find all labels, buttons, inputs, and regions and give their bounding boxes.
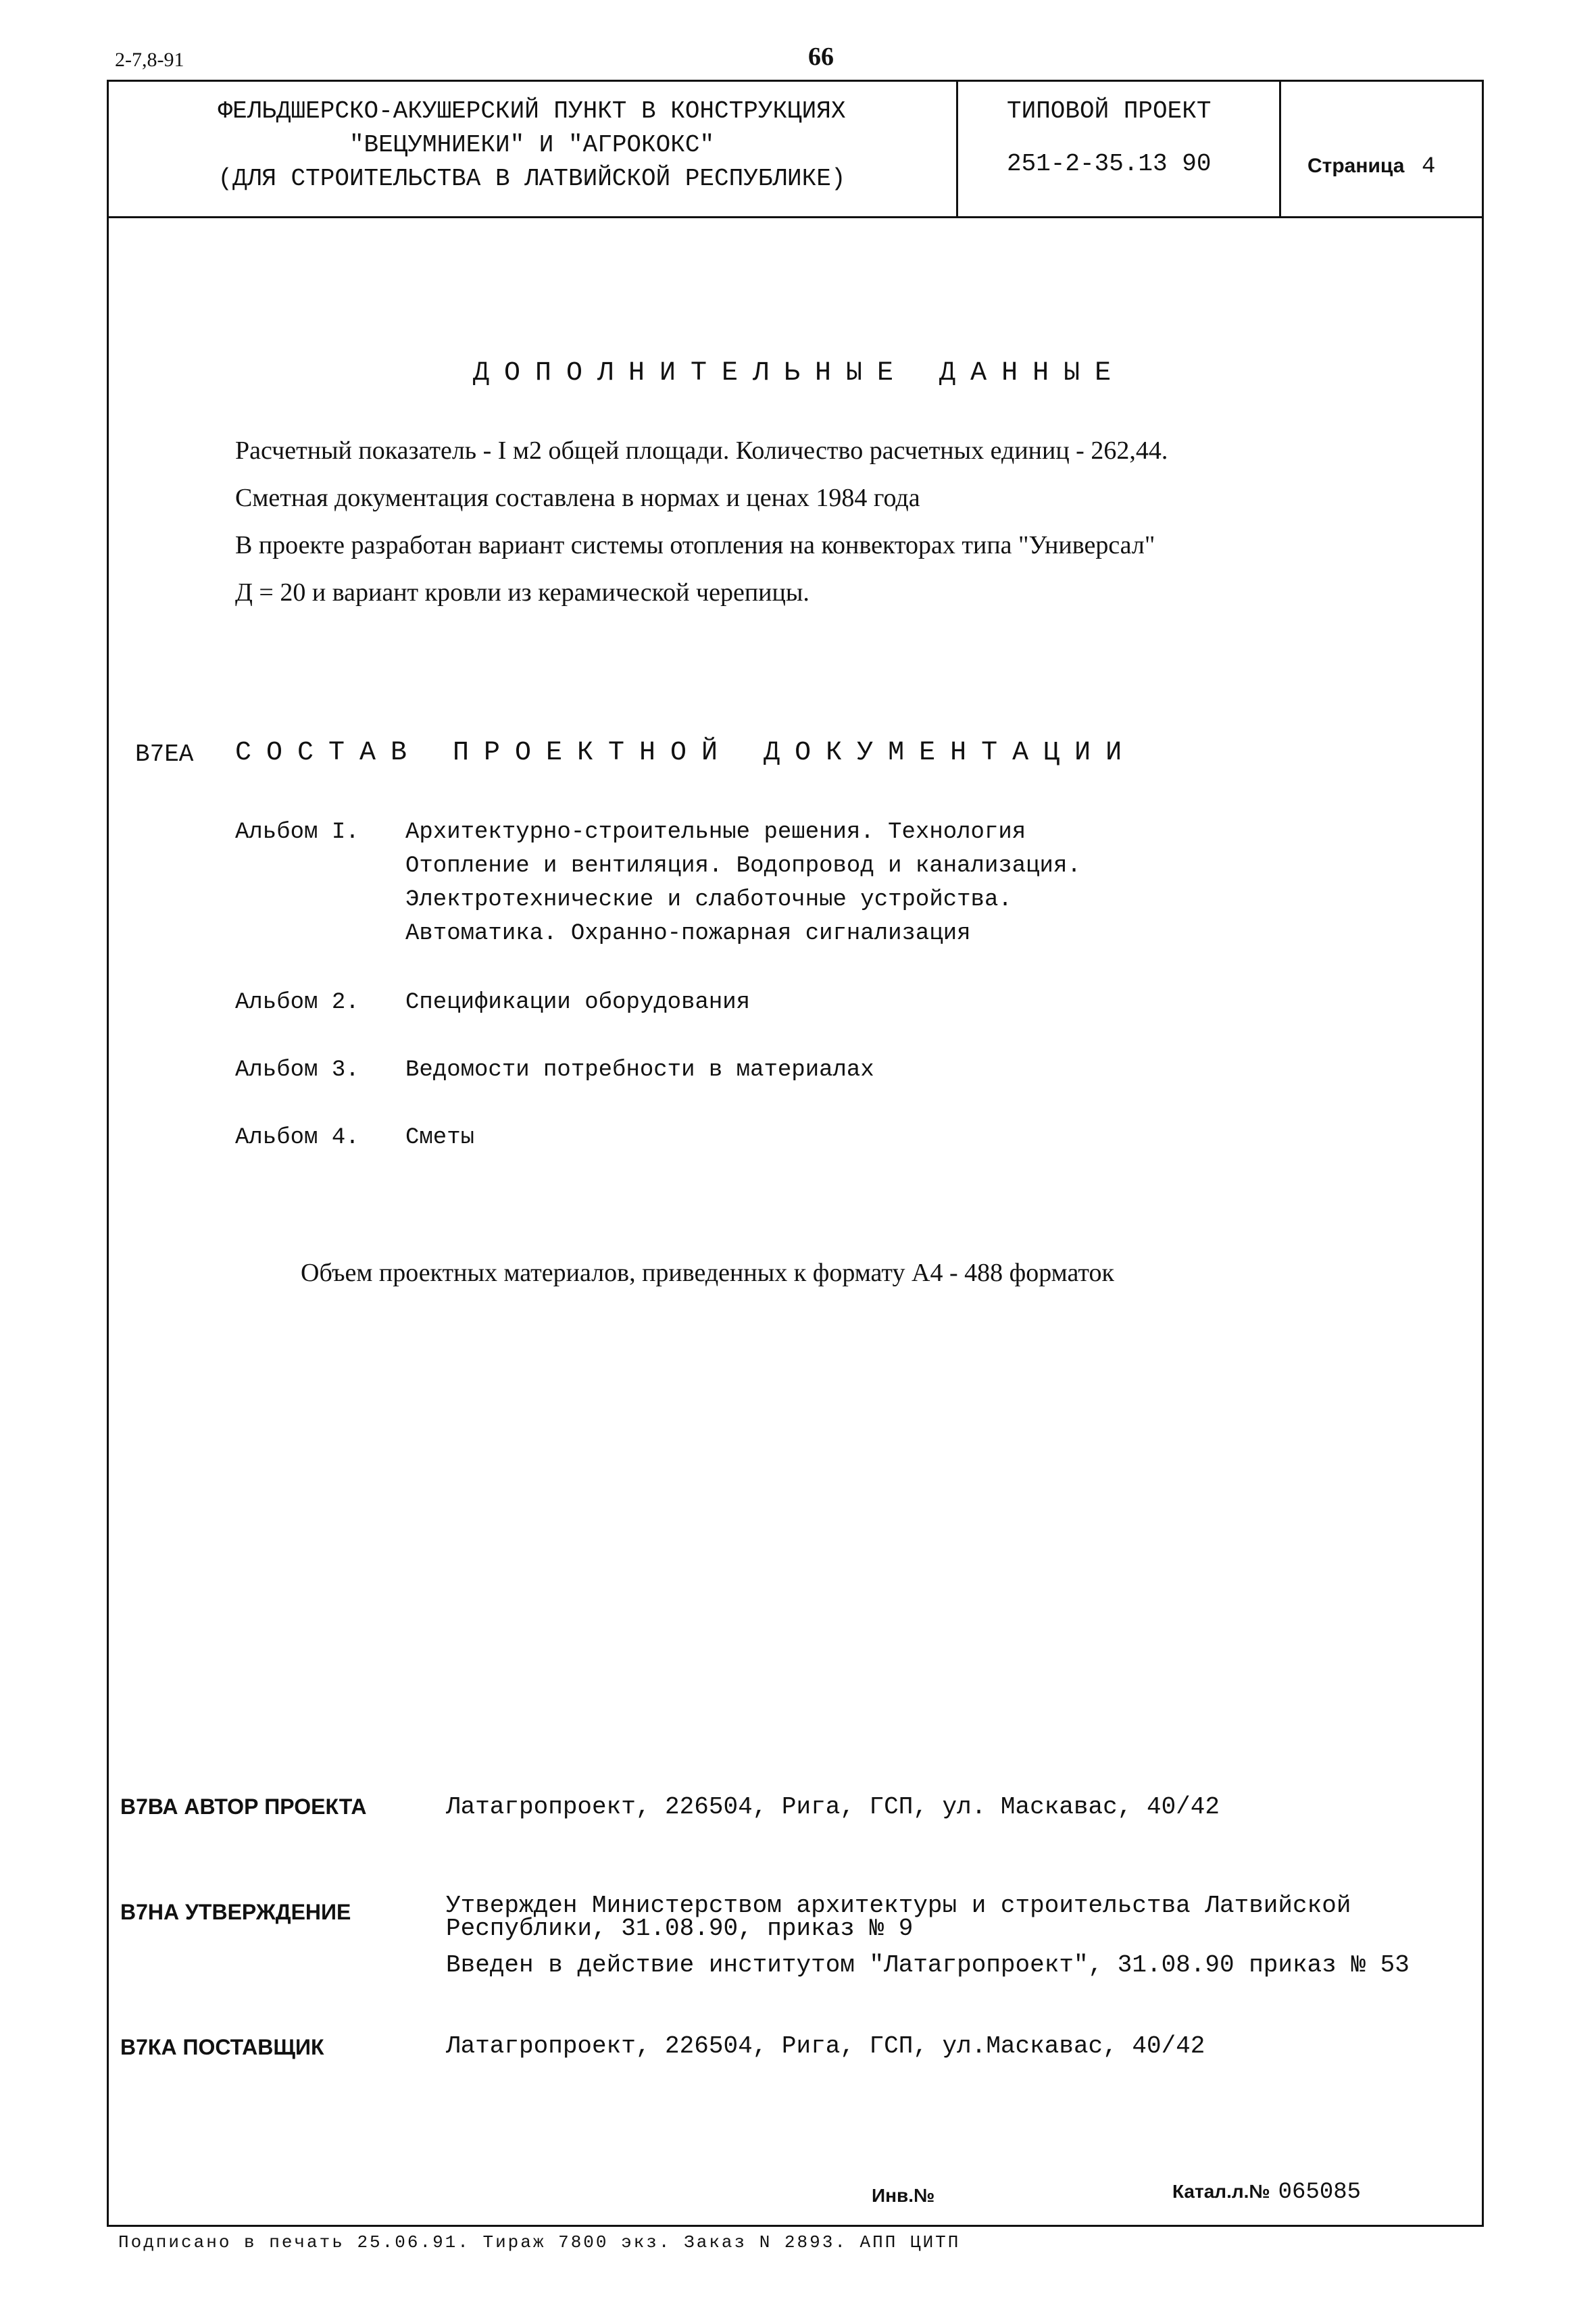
additional-line: Сметная документация составлена в нормах и ценах 1984 года: [235, 484, 920, 512]
album-label: Альбом 2.: [235, 990, 359, 1015]
album-line: Отопление и вентиляция. Водопровод и канализация.: [405, 853, 1081, 879]
corner-code: 2-7,8-91: [115, 49, 184, 71]
approval-line: Республики, 31.08.90, приказ № 9: [446, 1915, 914, 1942]
catalog-number: [1172, 2180, 1361, 2205]
album-label: Альбом 4.: [235, 1125, 359, 1151]
album-line: Ведомости потребности в материалах: [405, 1057, 874, 1083]
additional-line: Расчетный показатель - I м2 общей площади. Количество расчетных единиц - 262,44.: [235, 436, 1168, 465]
approval-text: [446, 1894, 1410, 1977]
print-line: Подписано в печать 25.06.91. Тираж 7800 экз. Заказ N 2893. АПП ЦИТП: [118, 2232, 961, 2253]
page-value: 4: [1421, 154, 1436, 180]
album-label: Альбом I.: [235, 820, 359, 845]
album-line: Автоматика. Охранно-пожарная сигнализация: [405, 921, 971, 947]
additional-line: В проекте разработан вариант системы отопления на конвекторах типа "Универсал": [235, 531, 1155, 559]
volume-note: Объем проектных материалов, приведенных к формату А4 - 488 форматок: [301, 1259, 1114, 1287]
header-title-line: "ВЕЦУМНИЕКИ" И "АГРОКОКС": [349, 131, 715, 159]
project-label: ТИПОВОЙ ПРОЕКТ: [1007, 97, 1212, 125]
composition-heading: СОСТАВ ПРОЕКТНОЙ ДОКУМЕНТАЦИИ: [235, 738, 1137, 768]
page-label: Страница: [1307, 155, 1405, 177]
page-indicator: [1307, 154, 1435, 180]
header-title-line: ФЕЛЬДШЕРСКО-АКУШЕРСКИЙ ПУНКТ В КОНСТРУКЦИЯХ: [218, 97, 846, 125]
catalog-label: Катал.л.№: [1172, 2181, 1270, 2202]
album-line: Архитектурно-строительные решения. Технология: [405, 820, 1026, 845]
album-line: Спецификации оборудования: [405, 990, 751, 1015]
album-description: [405, 815, 1081, 951]
header-title: [109, 95, 954, 196]
album-line: Электротехнические и слаботочные устройства.: [405, 887, 1012, 913]
additional-line: Д = 20 и вариант кровли из керамической черепицы.: [235, 578, 809, 607]
catalog-value: 065085: [1278, 2180, 1362, 2205]
inventory-label: Инв.№: [872, 2185, 935, 2206]
project-number: 251-2-35.13 90: [1007, 150, 1212, 178]
supplier-text: Латагропроект, 226504, Рига, ГСП, ул.Маскавас, 40/42: [446, 2032, 1205, 2060]
author-label: В7ВА АВТОР ПРОЕКТА: [120, 1794, 367, 1819]
approval-line: Утвержден Министерством архитектуры и строительства Латвийской: [446, 1892, 1351, 1919]
approval-line: Введен в действие институтом "Латагропроект", 31.08.90 приказ № 53: [446, 1951, 1410, 1979]
additional-text: [235, 427, 1168, 616]
header-title-line: (ДЛЯ СТРОИТЕЛЬСТВА В ЛАТВИЙСКОЙ РЕСПУБЛИКЕ): [218, 165, 846, 193]
composition-code: В7ЕА: [135, 740, 194, 768]
project-block: [1007, 95, 1211, 181]
author-text: Латагропроект, 226504, Рига, ГСП, ул. Маскавас, 40/42: [446, 1793, 1220, 1821]
approval-label: В7НА УТВЕРЖДЕНИЕ: [120, 1900, 351, 1924]
additional-heading: ДОПОЛНИТЕЛЬНЫЕ ДАННЫЕ: [473, 358, 1126, 388]
supplier-label: В7КА ПОСТАВЩИК: [120, 2035, 324, 2059]
page-number: 66: [808, 43, 834, 71]
album-label: Альбом 3.: [235, 1057, 359, 1083]
album-line: Сметы: [405, 1125, 475, 1151]
